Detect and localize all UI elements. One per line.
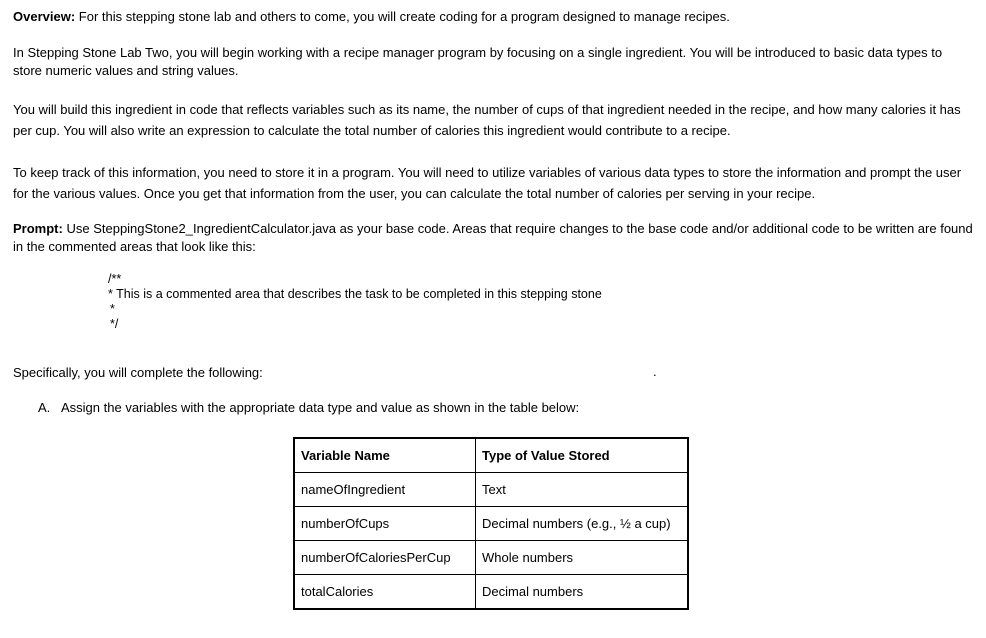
- cell-value-type: Whole numbers: [476, 541, 689, 575]
- table-row: [294, 473, 688, 507]
- table-row: [294, 575, 688, 610]
- overview-text: For this stepping stone lab and others to come, you will create coding for a program designed to manage recipes.: [78, 9, 730, 24]
- code-line-description: * This is a commented area that describes the task to be completed in this stepping stone: [108, 287, 602, 301]
- prompt-label: Prompt:: [13, 221, 63, 236]
- comment-code-block: [108, 272, 602, 332]
- cell-variable-name: nameOfIngredient: [294, 473, 476, 507]
- cell-variable-name: totalCalories: [294, 575, 476, 610]
- overview-paragraph: [13, 8, 973, 26]
- table-header-row: [294, 438, 688, 473]
- overview-label: Overview:: [13, 9, 76, 24]
- task-a-text: Assign the variables with the appropriate data type and value as shown in the table below:: [61, 400, 580, 415]
- prompt-text: Use SteppingStone2_IngredientCalculator.java as your base code. Areas that require changes to the base code and/or additional code to be written are found in the commented areas that look like this:: [13, 221, 973, 254]
- code-line-star: *: [110, 302, 115, 316]
- track-paragraph: To keep track of this information, you need to store it in a program. You will need to utilize variables of various data types to store the information and prompt the user for the various values. Once you get that information from the user, you can calculate the total number of calories per serving in your recipe.: [13, 165, 962, 201]
- task-a-marker: A.: [38, 400, 51, 415]
- cell-value-type: Decimal numbers: [476, 575, 689, 610]
- header-variable-name: Variable Name: [294, 438, 476, 473]
- task-a-item: [38, 400, 579, 415]
- cell-value-type: Decimal numbers (e.g., ½ a cup): [476, 507, 689, 541]
- cell-variable-name: numberOfCaloriesPerCup: [294, 541, 476, 575]
- stray-mark: .: [653, 364, 657, 379]
- table-row: [294, 541, 688, 575]
- code-line-close: */: [110, 317, 119, 331]
- build-paragraph: You will build this ingredient in code that reflects variables such as its name, the number of cups of that ingredient needed in the recipe, and how many calories it has per cup. You will also write an expression to calculate the total number of calories this ingredient would contribute to a recipe.: [13, 102, 961, 138]
- intro-paragraph: In Stepping Stone Lab Two, you will begin working with a recipe manager program by focusing on a single ingredient. You will be introduced to basic data types to store numeric values and string values.: [13, 45, 943, 78]
- cell-value-type: Text: [476, 473, 689, 507]
- prompt-paragraph: [13, 220, 973, 256]
- specifically-paragraph: Specifically, you will complete the following:: [13, 365, 263, 380]
- table-row: [294, 507, 688, 541]
- cell-variable-name: numberOfCups: [294, 507, 476, 541]
- header-type-of-value: Type of Value Stored: [476, 438, 689, 473]
- code-line-open: /**: [108, 272, 122, 286]
- variables-table: [293, 437, 689, 610]
